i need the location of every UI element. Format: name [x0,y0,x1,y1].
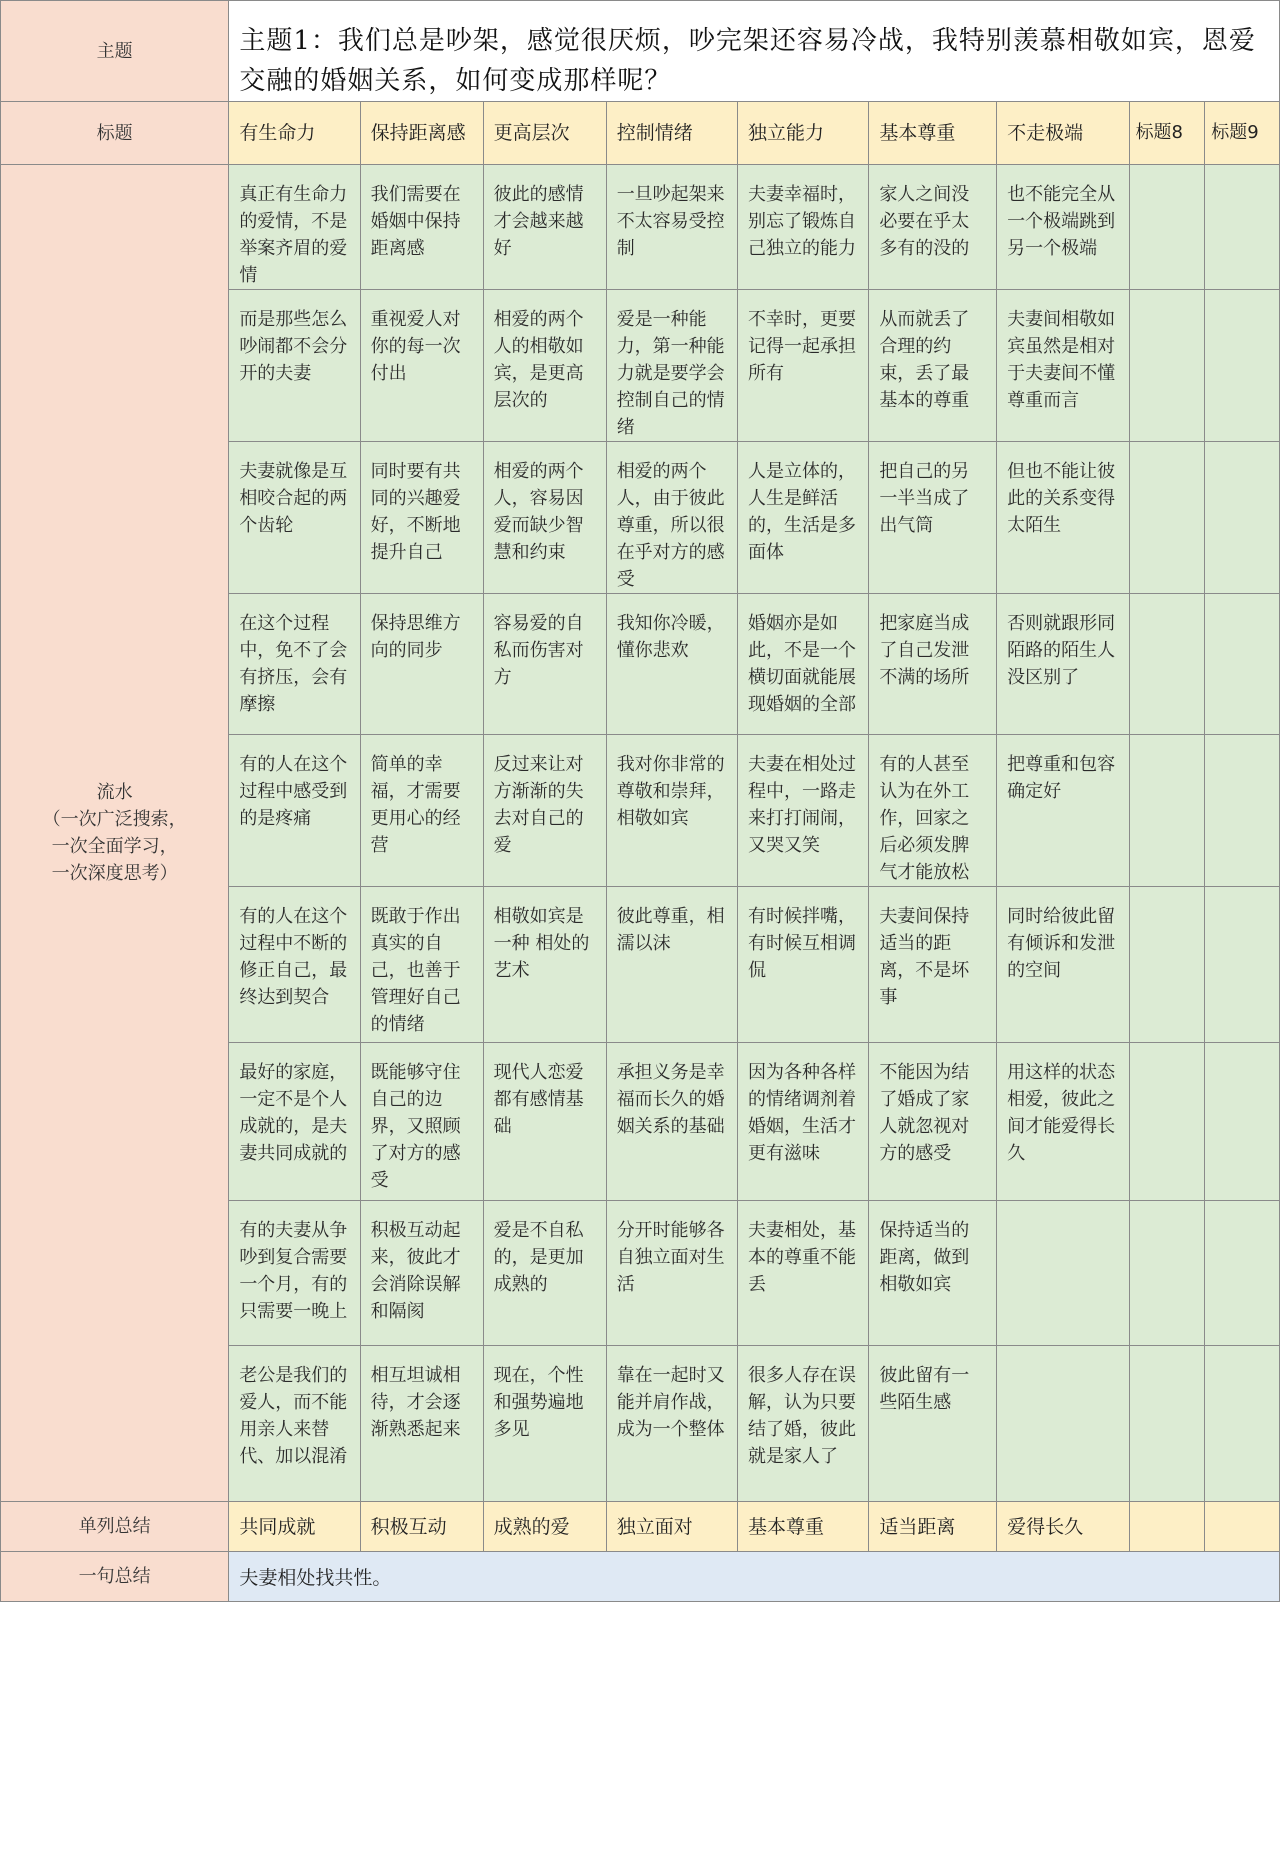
column-summary-cell: 基本尊重 [738,1502,869,1552]
column-summary-cell: 共同成就 [229,1502,360,1552]
note-cell: 爱是不自私的，是更加成熟的 [483,1201,606,1346]
note-cell: 有的人甚至认为在外工作，回家之后必须发脾气才能放松 [869,735,997,887]
note-cell: 把尊重和包容确定好 [997,735,1129,887]
note-cell: 一旦吵起架来不太容易受控制 [606,165,737,290]
note-cell: 我知你冷暖，懂你悲欢 [606,594,737,735]
heading-row-label: 标题 [1,102,229,165]
note-cell: 夫妻幸福时，别忘了锻炼自己独立的能力 [738,165,869,290]
note-cell: 现代人恋爱都有感情基础 [483,1043,606,1201]
note-cell: 也不能完全从一个极端跳到另一个极端 [997,165,1129,290]
column-summary-cell [1129,1502,1205,1552]
note-cell: 夫妻间保持适当的距离，不是坏事 [869,887,997,1043]
column-heading: 控制情绪 [606,102,737,165]
note-cell: 简单的幸福，才需要更用心的经营 [360,735,483,887]
one-sentence-row [1,1552,1280,1602]
flow-title: 流水 [96,782,133,803]
note-cell: 同时给彼此留有倾诉和发泄的空间 [997,887,1129,1043]
note-cell: 真正有生命力的爱情，不是举案齐眉的爱情 [229,165,360,290]
note-cell: 相爱的两个人，容易因爱而缺少智慧和约束 [483,442,606,594]
note-cell: 而是那些怎么吵闹都不会分开的夫妻 [229,290,360,442]
note-cell: 家人之间没必要在乎太多有的没的 [869,165,997,290]
note-cell: 老公是我们的爱人，而不能用亲人来替代、加以混淆 [229,1346,360,1502]
column-heading: 保持距离感 [360,102,483,165]
note-cell: 积极互动起来，彼此才会消除误解和隔阂 [360,1201,483,1346]
note-cell: 用这样的状态相爱，彼此之间才能爱得长久 [997,1043,1129,1201]
note-cell: 有时候拌嘴，有时候互相调侃 [738,887,869,1043]
note-cell [1205,1201,1280,1346]
theme-row [1,1,1280,102]
note-cell [1129,442,1205,594]
column-summary-cell: 爱得长久 [997,1502,1129,1552]
note-cell [997,1346,1129,1502]
column-summary-cell: 适当距离 [869,1502,997,1552]
column-summary-row [1,1502,1280,1552]
note-cell: 因为各种各样的情绪调剂着婚姻，生活才更有滋味 [738,1043,869,1201]
note-cell [1129,735,1205,887]
note-cell [1205,290,1280,442]
note-cell: 把家庭当成了自己发泄不满的场所 [869,594,997,735]
flow-subtitle-line: 一次全面学习， [51,836,178,857]
column-summary-cell: 独立面对 [606,1502,737,1552]
note-cell: 从而就丢了合理的约束，丢了最基本的尊重 [869,290,997,442]
note-cell: 保持适当的距离，做到相敬如宾 [869,1201,997,1346]
note-cell [1129,594,1205,735]
note-cell: 婚姻亦是如此，不是一个横切面就能展现婚姻的全部 [738,594,869,735]
note-cell: 夫妻在相处过程中，一路走来打打闹闹，又哭又笑 [738,735,869,887]
note-cell [1129,1043,1205,1201]
content-row [1,165,1280,290]
note-cell: 承担义务是幸福而长久的婚姻关系的基础 [606,1043,737,1201]
note-cell: 有的夫妻从争吵到复合需要一个月，有的只需要一晚上 [229,1201,360,1346]
flow-subtitle-line: （一次广泛搜索， [42,809,187,830]
note-cell: 反过来让对方渐渐的失去对自己的爱 [483,735,606,887]
column-heading: 有生命力 [229,102,360,165]
column-heading: 标题9 [1205,102,1280,165]
note-cell: 相爱的两个人，由于彼此尊重，所以很在乎对方的感受 [606,442,737,594]
note-cell: 夫妻相处，基本的尊重不能丢 [738,1201,869,1346]
one-sentence-text: 夫妻相处找共性。 [229,1552,1280,1602]
note-cell [1129,165,1205,290]
column-heading: 基本尊重 [869,102,997,165]
note-cell: 否则就跟形同陌路的陌生人没区别了 [997,594,1129,735]
column-summary-cell: 积极互动 [360,1502,483,1552]
note-cell: 不能因为结了婚成了家人就忽视对方的感受 [869,1043,997,1201]
note-cell: 很多人存在误解，认为只要结了婚，彼此就是家人了 [738,1346,869,1502]
note-cell: 彼此留有一些陌生感 [869,1346,997,1502]
note-cell [997,1201,1129,1346]
theme-row-label: 主题 [1,1,229,102]
note-cell: 我对你非常的尊敬和崇拜，相敬如宾 [606,735,737,887]
note-cell [1205,442,1280,594]
note-cell: 重视爱人对你的每一次付出 [360,290,483,442]
heading-row [1,102,1280,165]
note-cell: 彼此的感情才会越来越好 [483,165,606,290]
note-cell [1129,887,1205,1043]
flow-row-label [1,165,229,1502]
column-heading: 标题8 [1129,102,1205,165]
note-cell: 靠在一起时又能并肩作战，成为一个整体 [606,1346,737,1502]
one-sentence-label: 一句总结 [1,1552,229,1602]
note-cell: 夫妻间相敬如宾虽然是相对于夫妻间不懂尊重而言 [997,290,1129,442]
note-cell: 既能够守住自己的边界，又照顾了对方的感受 [360,1043,483,1201]
note-cell: 但也不能让彼此的关系变得太陌生 [997,442,1129,594]
note-cell [1129,1346,1205,1502]
note-cell [1129,1201,1205,1346]
note-cell: 保持思维方向的同步 [360,594,483,735]
flow-subtitle-line: 一次深度思考） [51,863,178,884]
column-heading: 更高层次 [483,102,606,165]
note-cell: 相互坦诚相待，才会逐渐熟悉起来 [360,1346,483,1502]
note-cell [1205,887,1280,1043]
note-cell: 相爱的两个人的相敬如宾，是更高层次的 [483,290,606,442]
column-summary-cell [1205,1502,1280,1552]
note-cell [1205,165,1280,290]
note-cell: 爱是一种能力，第一种能力就是要学会控制自己的情绪 [606,290,737,442]
note-cell: 既敢于作出真实的自己，也善于管理好自己的情绪 [360,887,483,1043]
note-cell: 同时要有共同的兴趣爱好，不断地提升自己 [360,442,483,594]
note-cell [1205,735,1280,887]
note-cell: 最好的家庭，一定不是个人成就的，是夫妻共同成就的 [229,1043,360,1201]
note-cell: 相敬如宾是一种 相处的艺术 [483,887,606,1043]
note-cell: 容易爱的自私而伤害对方 [483,594,606,735]
column-summary-cell: 成熟的爱 [483,1502,606,1552]
column-summary-label: 单列总结 [1,1502,229,1552]
note-cell: 现在，个性和强势遍地多见 [483,1346,606,1502]
note-cell: 有的人在这个过程中不断的修正自己，最终达到契合 [229,887,360,1043]
note-cell [1205,1043,1280,1201]
note-cell: 有的人在这个过程中感受到的是疼痛 [229,735,360,887]
note-cell: 在这个过程中，免不了会有挤压，会有摩擦 [229,594,360,735]
note-cell [1205,594,1280,735]
column-heading: 不走极端 [997,102,1129,165]
note-cell: 不幸时，更要记得一起承担所有 [738,290,869,442]
note-cell: 人是立体的，人生是鲜活的，生活是多面体 [738,442,869,594]
theme-text: 主题1：我们总是吵架，感觉很厌烦，吵完架还容易冷战，我特别羡慕相敬如宾，恩爱交融的婚姻关系，如何变成那样呢？ [229,1,1280,102]
column-heading: 独立能力 [738,102,869,165]
note-cell: 分开时能够各自独立面对生活 [606,1201,737,1346]
note-cell: 把自己的另一半当成了出气筒 [869,442,997,594]
note-cell [1129,290,1205,442]
note-cell: 彼此尊重，相濡以沫 [606,887,737,1043]
note-cell: 夫妻就像是互相咬合起的两个齿轮 [229,442,360,594]
note-cell [1205,1346,1280,1502]
note-cell: 我们需要在婚姻中保持距离感 [360,165,483,290]
